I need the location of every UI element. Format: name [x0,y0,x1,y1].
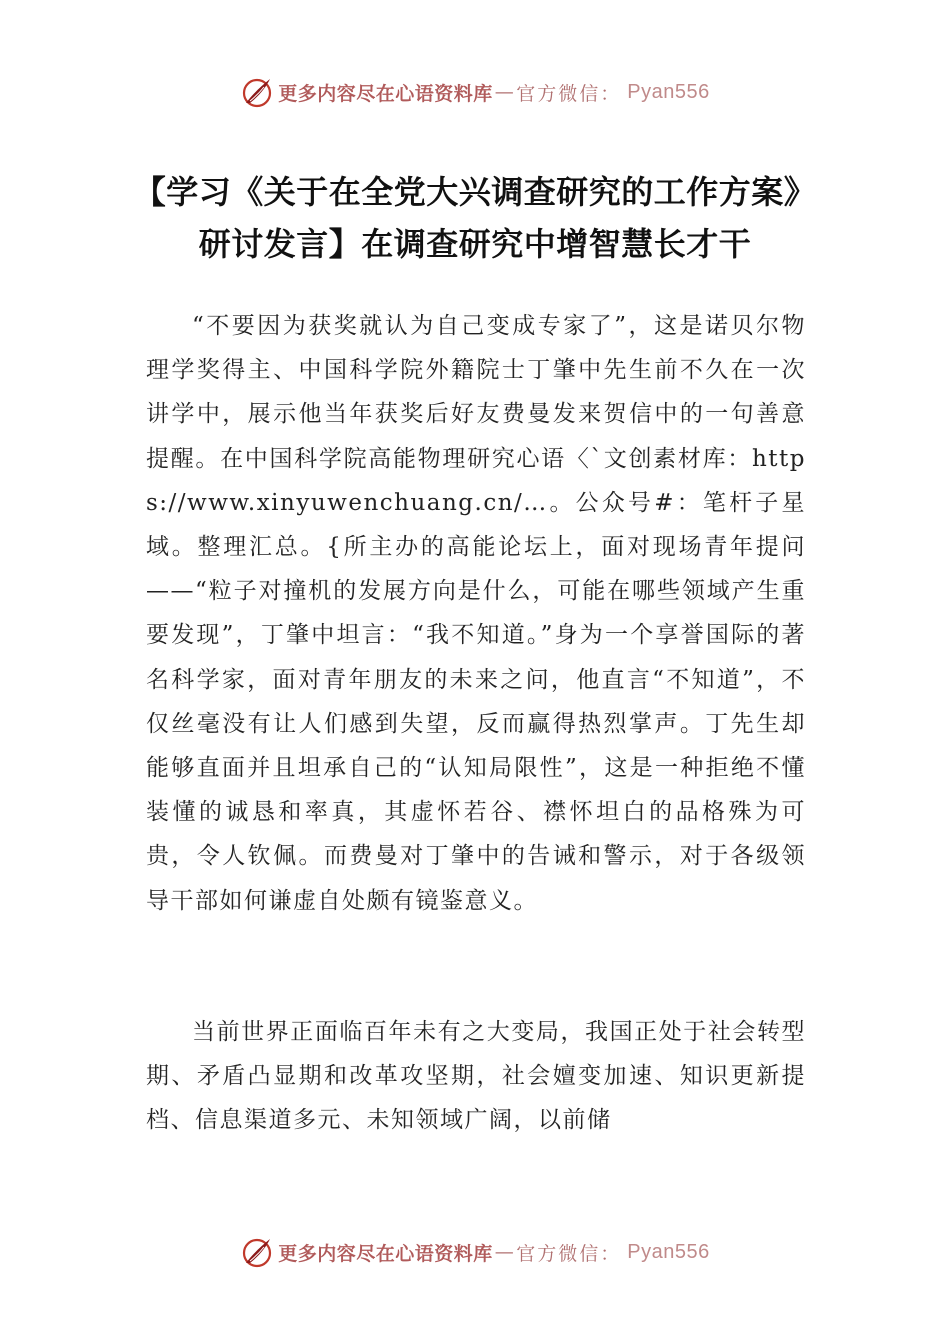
pen-nib-logo-icon [240,75,274,109]
footer-wechat-label: 官方微信： [516,1242,622,1265]
document-title: 【学习《关于在全党大兴调查研究的工作方案》研讨发言】在调查研究中增智慧长才干 [133,173,817,263]
body-paragraph-2: 当前世界正面临百年未有之大变局，我国正处于社会转型期、矛盾凸显期和改革攻坚期，社会嬗变加速、知识更新提档、信息渠道多元、未知领域广阔，以前储 [146,1019,806,1134]
pen-nib-logo-icon [240,1235,274,1269]
footer-wechat-id: Pyan556 [627,1240,710,1263]
body-paragraph-1: “不要因为获奖就认为自己变成专家了”，这是诺贝尔物理学奖得主、中国科学院外籍院士丁肇中先生前不久在一次讲学中，展示他当年获奖后好友费曼发来贺信中的一句善意提醒。在中国科学院高能物理研究心语〈`文创素材库：https://www.xinyuwenchuang.cn/…。公众号#：笔杆子星域。整理汇总。{所主办的高能论坛上，面对现场青年提问——“粒子对撞机的发展方向是什么，可能在哪些领域产生重要发现”，丁肇中坦言：“我不知道。”身为一个享誉国际的著名科学家，面对青年朋友的未来之问，他直言“不知道”，不仅丝毫没有让人们感到失望，反而赢得热烈掌声。丁先生却能够直面并且坦承自己的“认知局限性”，这是一种拒绝不懂装懂的诚恳和率真，其虚怀若谷、襟怀坦白的品格殊为可贵，令人钦佩。而费曼对丁肇中的告诫和警示，对于各级领导干部如何谦虚自处颇有镜鉴意义。 [146,313,806,914]
header-banner [0,72,950,112]
footer-brand-text: 更多内容尽在心语资料库 [278,1242,493,1265]
footer-dash: — [494,1241,515,1263]
footer-banner [0,1232,950,1272]
header-dash: — [494,81,515,103]
header-wechat-label: 官方微信： [516,82,622,105]
header-brand-text: 更多内容尽在心语资料库 [278,82,493,105]
header-wechat-id: Pyan556 [627,80,710,103]
